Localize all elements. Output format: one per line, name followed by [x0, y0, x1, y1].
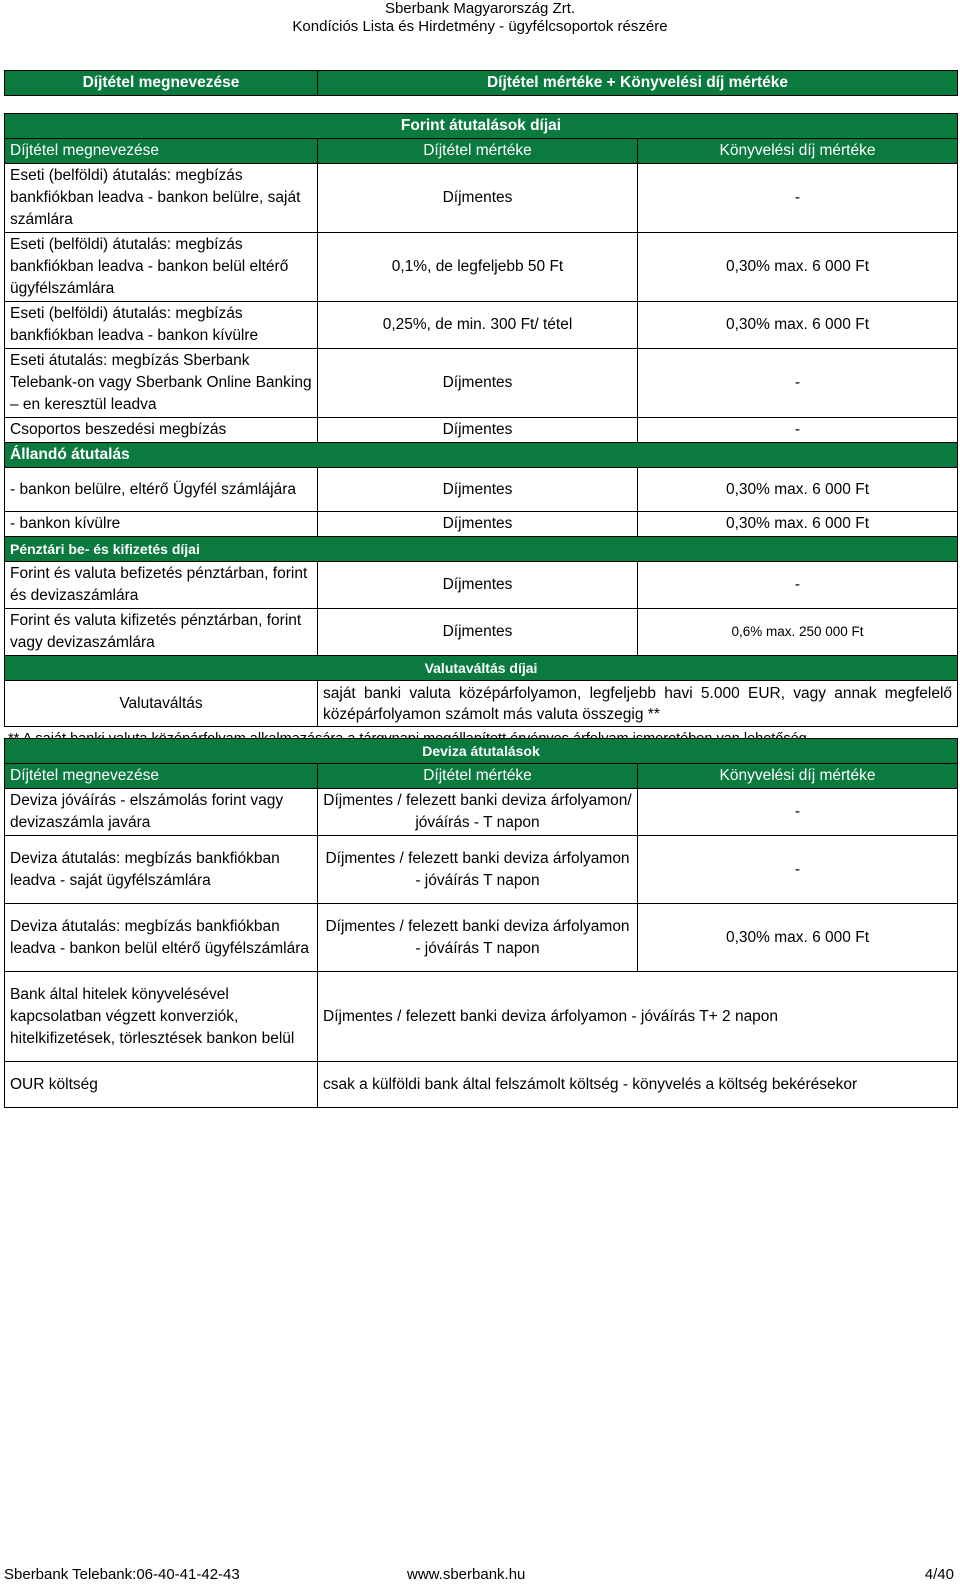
row-fee: 0,1%, de legfeljebb 50 Ft — [318, 233, 638, 302]
row-fee: Díjmentes — [318, 609, 638, 656]
table-row — [5, 1062, 958, 1108]
column-header-name: Díjtétel megnevezése — [5, 139, 318, 164]
column-header-booking: Könyvelési díj mértéke — [638, 764, 958, 789]
table-row — [5, 904, 958, 972]
row-name: Deviza átutalás: megbízás bankfiókban leadva - saját ügyfélszámlára — [5, 836, 318, 904]
row-booking: - — [638, 164, 958, 233]
cash-section-title: Pénztári be- és kifizetés díjai — [5, 537, 958, 562]
row-booking: 0,6% max. 250 000 Ft — [638, 609, 958, 656]
row-fee: 0,25%, de min. 300 Ft/ tétel — [318, 302, 638, 349]
row-fee: Díjmentes — [318, 164, 638, 233]
column-header-fee: Díjtétel mértéke — [318, 764, 638, 789]
row-fee: Díjmentes / felezett banki deviza árfolyamon - jóváírás T napon — [318, 904, 638, 972]
row-booking: 0,30% max. 6 000 Ft — [638, 302, 958, 349]
table-row — [5, 512, 958, 537]
row-booking: - — [638, 789, 958, 836]
table-row — [5, 609, 958, 656]
row-fee: Díjmentes / felezett banki deviza árfolyamon - jóváírás T napon — [318, 836, 638, 904]
forint-transfers-table — [4, 113, 958, 727]
main-header-fee: Díjtétel mértéke + Könyvelési díj mértéke — [318, 71, 958, 96]
column-header-booking: Könyvelési díj mértéke — [638, 139, 958, 164]
table-row — [5, 302, 958, 349]
row-name: Bank által hitelek könyvelésével kapcsolatban végzett konverziók, hitelkifizetések, törlesztések bankon belül — [5, 972, 318, 1062]
forint-section-title: Forint átutalások díjai — [5, 114, 958, 139]
deviza-section-title: Deviza átutalások — [5, 739, 958, 764]
row-booking: 0,30% max. 6 000 Ft — [638, 512, 958, 537]
row-name: Deviza átutalás: megbízás bankfiókban leadva - bankon belül eltérő ügyfélszámlára — [5, 904, 318, 972]
row-name: Forint és valuta kifizetés pénztárban, forint vagy devizaszámlára — [5, 609, 318, 656]
row-fee: Díjmentes / felezett banki deviza árfolyamon - jóváírás T+ 2 napon — [318, 972, 958, 1062]
row-name: Deviza jóváírás - elszámolás forint vagy devizaszámla javára — [5, 789, 318, 836]
company-name: Sberbank Magyarország Zrt. — [384, 0, 576, 17]
row-name: - bankon kívülre — [5, 512, 318, 537]
row-fee: Díjmentes — [318, 418, 638, 443]
row-name: Eseti átutalás: megbízás Sberbank Telebank-on vagy Sberbank Online Banking – en keresztül leadva — [5, 349, 318, 418]
standing-order-title: Állandó átutalás — [5, 443, 958, 468]
table-row — [5, 972, 958, 1062]
row-booking: 0,30% max. 6 000 Ft — [638, 468, 958, 512]
table-row — [5, 349, 958, 418]
table-row — [5, 681, 958, 727]
footer-website[interactable]: www.sberbank.hu — [407, 1566, 526, 1583]
row-booking: - — [638, 836, 958, 904]
deviza-transfers-table — [4, 738, 958, 1108]
main-header-table — [4, 70, 958, 96]
column-header-fee: Díjtétel mértéke — [318, 139, 638, 164]
table-row — [5, 418, 958, 443]
fx-value: saját banki valuta középárfolyamon, legfeljebb havi 5.000 EUR, vagy annak megfelelő középárfolyamon számolt más valuta összegig ** — [318, 681, 958, 727]
table-row — [5, 836, 958, 904]
row-name: Csoportos beszedési megbízás — [5, 418, 318, 443]
row-name: Eseti (belföldi) átutalás: megbízás bankfiókban leadva - bankon belülre, saját számlára — [5, 164, 318, 233]
table-row — [5, 164, 958, 233]
table-row — [5, 789, 958, 836]
row-name: Eseti (belföldi) átutalás: megbízás bankfiókban leadva - bankon kívülre — [5, 302, 318, 349]
table-row — [5, 233, 958, 302]
table-row — [5, 468, 958, 512]
row-name: Eseti (belföldi) átutalás: megbízás bankfiókban leadva - bankon belül eltérő ügyfélszámlára — [5, 233, 318, 302]
row-booking: 0,30% max. 6 000 Ft — [638, 904, 958, 972]
row-fee: Díjmentes — [318, 562, 638, 609]
row-fee: csak a külföldi bank által felszámolt költség - könyvelés a költség bekérésekor — [318, 1062, 958, 1108]
row-fee: Díjmentes — [318, 468, 638, 512]
row-name: - bankon belülre, eltérő Ügyfél számlájára — [5, 468, 318, 512]
row-fee: Díjmentes — [318, 512, 638, 537]
row-booking: - — [638, 418, 958, 443]
row-fee: Díjmentes — [318, 349, 638, 418]
document-subtitle: Kondíciós Lista és Hirdetmény - ügyfélcsoportok részére — [292, 18, 668, 35]
row-name: OUR költség — [5, 1062, 318, 1108]
row-fee: Díjmentes / felezett banki deviza árfolyamon/ jóváírás - T napon — [318, 789, 638, 836]
footer-page-number: 4/40 — [924, 1566, 954, 1583]
footer-phone: Sberbank Telebank:06-40-41-42-43 — [4, 1566, 240, 1583]
row-booking: - — [638, 562, 958, 609]
row-booking: 0,30% max. 6 000 Ft — [638, 233, 958, 302]
fx-section-title: Valutaváltás díjai — [5, 656, 958, 681]
row-name: Forint és valuta befizetés pénztárban, forint és devizaszámlára — [5, 562, 318, 609]
main-header-name: Díjtétel megnevezése — [5, 71, 318, 96]
row-booking: - — [638, 349, 958, 418]
column-header-name: Díjtétel megnevezése — [5, 764, 318, 789]
fx-name: Valutaváltás — [5, 681, 318, 727]
table-row — [5, 562, 958, 609]
